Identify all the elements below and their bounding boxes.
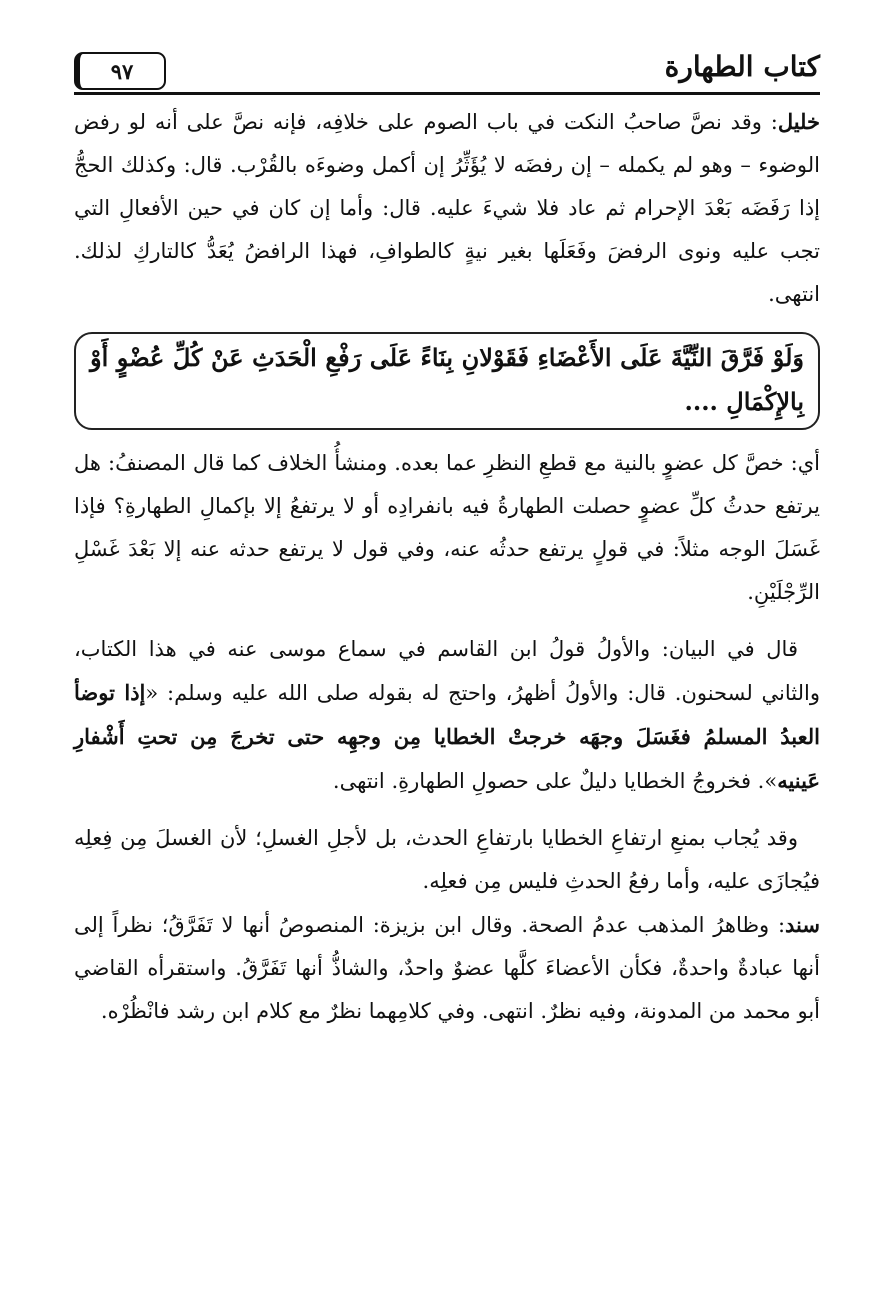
hadith-quote: إذا توضأ العبدُ المسلمُ فغَسَلَ وجهَه خرجتْ الخطايا مِن وجهِه حتى تخرجَ مِن تحتِ أَشْفارِ عَينيه	[74, 680, 820, 793]
paragraph-explanation: أي: خصَّ كل عضوٍ بالنية مع قطعِ النظرِ عما بعده. ومنشأُ الخلاف كما قال المصنفُ: هل يرتفع حدثُ كلِّ عضوٍ حصلت الطهارةُ فيه بانفرادِه أو لا يرتفعُ إلا بإكمالِ الطهارةِ؟ فإذا غَسَلَ الوجه مثلاً: في قولٍ يرتفع حدثُه عنه، وفي قول لا يرتفع حدثه عنه إلا بَعْدَ غَسْلِ الرِّجْلَيْنِ.	[74, 451, 820, 604]
speaker-label-khalil: خليل	[777, 109, 820, 134]
paragraph-bayan-text-b: ». فخروجُ الخطايا دليلٌ على حصولِ الطهارةِ. انتهى.	[332, 769, 778, 793]
page-number: ٩٧	[110, 58, 134, 84]
header-rule	[74, 92, 820, 95]
paragraph-khalil-text: : وقد نصَّ صاحبُ النكت في باب الصوم على خلافِه، فإنه نصَّ على أنه لو رفض الوضوء – وهو لم يكمله – إن رفضَه لا يُؤَثِّرُ إن أكمل وضوءَه بالقُرْب. قال: وكذلك الحجُّ إذا رَفَضَه بَعْدَ الإحرام ثم عاد فلا شيءَ عليه. قال: وأما إن كان في حين الأفعالِ التي تجب عليه ونوى الرفضَ وفَعَلَها بغير نيةٍ كالطوافِ، فهذا الرافضُ يُعَدُّ كالتاركِ لذلك. انتهى.	[74, 110, 820, 306]
paragraph-response: وقد يُجاب بمنعِ ارتفاعِ الخطايا بارتفاعِ الحدث، بل لأجلِ الغسلِ؛ لأن الغسلَ مِن فِعلِه فيُجازَى عليه، وأما رفعُ الحدثِ فليس مِن فعلِه.	[74, 826, 820, 893]
matn-text: وَلَوْ فَرَّقَ النِّيَّةَ عَلَى الأَعْضَاءِ فَقَوْلانِ بِنَاءً عَلَى رَفْعِ الْحَدَثِ عَنْ كُلِّ عُضْوٍ أَوْ بِالإِكْمَالِ ....	[90, 343, 804, 416]
matn-box	[74, 332, 820, 430]
book-title: كتاب الطهارة	[664, 50, 820, 83]
paragraph-bayan-text-a: قال في البيان: والأولُ قولُ ابن القاسم في سماع موسى عنه في هذا الكتاب، والثاني لسحنون. قال: والأولُ أظهرُ، واحتج له بقوله صلى الله عليه وسلم: «	[74, 637, 820, 705]
paragraph-sanad-text: : وظاهرُ المذهب عدمُ الصحة. وقال ابن بزيزة: المنصوصُ أنها لا تَفَرَّقُ؛ نظراً إلى أنها عبادةٌ واحدةٌ، فكأن الأعضاءَ كلَّها عضوٌ واحدٌ، والشاذُّ أنها تَفَرَّقُ. واستقرأه القاضي أبو محمد من المدونة، وفيه نظرٌ. انتهى. وفي كلامِهما نظرٌ مع كلام ابن رشد فانْظُرْه.	[74, 913, 820, 1023]
page-number-box	[74, 52, 166, 90]
book-page	[74, 48, 820, 1033]
paragraph-sanad	[74, 903, 820, 1033]
paragraph-khalil	[74, 100, 820, 316]
speaker-label-sanad: سند	[785, 912, 820, 937]
paragraph-bayan	[74, 628, 820, 803]
page-header	[74, 48, 820, 98]
